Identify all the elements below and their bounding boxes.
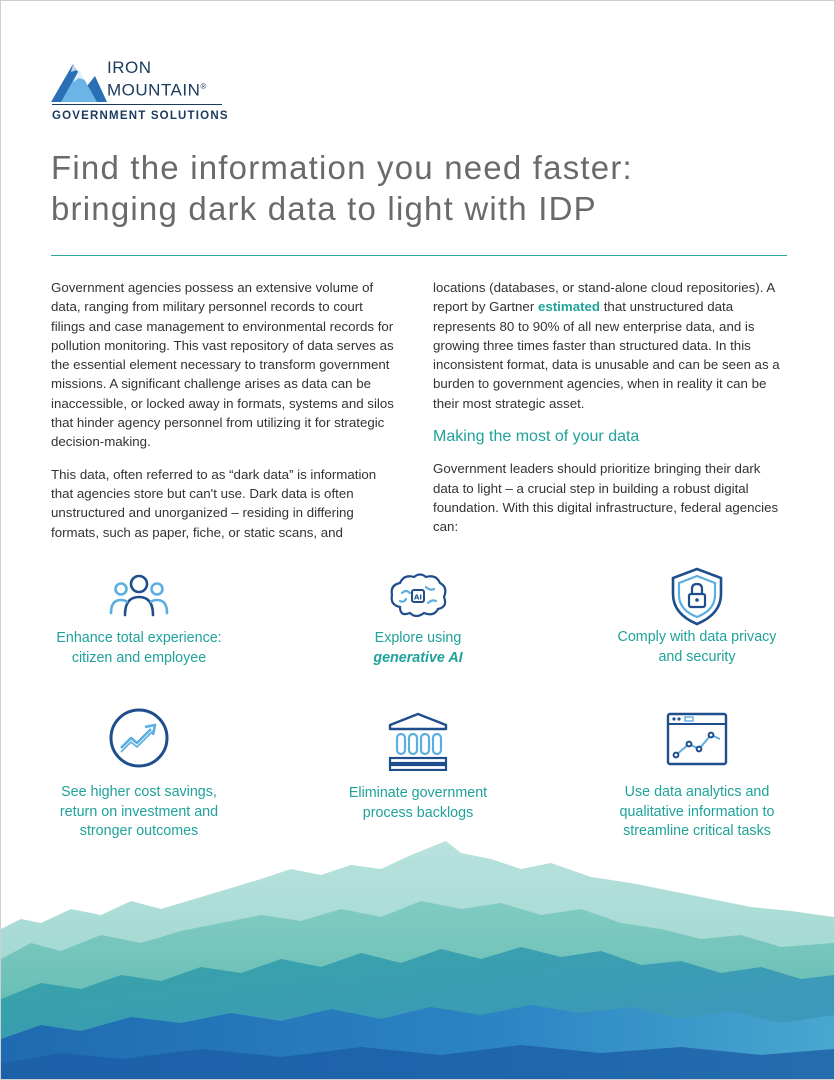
logo-division: GOVERNMENT SOLUTIONS	[52, 110, 229, 122]
title-line2: bringing dark data to light with IDP	[51, 190, 597, 227]
people-icon	[107, 569, 171, 629]
feature-label-line3: stronger outcomes	[79, 823, 199, 839]
feature-label-line2: generative AI	[373, 649, 463, 666]
feature-label-line2: and security	[658, 648, 736, 665]
page-title	[51, 147, 791, 229]
title-line1: Find the information you need faster:	[51, 149, 633, 186]
growth-chart-icon	[107, 706, 171, 770]
feature-data-analytics	[582, 711, 812, 842]
mountain-landscape-illustration	[1, 839, 834, 1079]
svg-text:AI: AI	[413, 593, 423, 602]
government-building-icon	[386, 711, 450, 771]
feature-total-experience	[24, 569, 254, 668]
gartner-estimated-link[interactable]: estimated	[537, 299, 601, 315]
brain-ai-icon	[386, 569, 450, 629]
feature-backlogs	[303, 711, 533, 823]
iron-mountain-logo[interactable]	[51, 56, 251, 126]
right-paragraph-2: Government leaders should prioritize bringing their dark data to light – a crucial step in building a robust digital foundation. With this digital infrastructure, federal agencies can:	[433, 461, 779, 535]
feature-label-line1: See higher cost savings,	[61, 784, 217, 800]
logo-name-line1: IRON	[107, 58, 152, 77]
feature-label-line1: Use data analytics and	[624, 784, 770, 800]
left-paragraph-2: This data, often referred to as “dark data” is information that agencies store but can't use. Dark data is often unstructured and unorganized – residing in differing formats, such as paper, fiche, or static scans, and	[51, 466, 377, 540]
left-paragraph-1: Government agencies possess an extensive volume of data, ranging from military personnel records to court filings and case management to environmental records for pollution monitoring. This vast repository of data serves as the essential element necessary to transform government missions. A significant challenge arises as data can be inaccessible, or locked away in formats, systems and silos that hinder agency personnel from utilizing it for strategic decision-making.	[51, 280, 394, 450]
title-divider	[51, 255, 787, 256]
feature-label-line1: Comply with data privacy	[617, 629, 777, 645]
feature-label-line2: process backlogs	[362, 804, 474, 821]
mountain-logo-icon	[51, 56, 107, 102]
left-column	[51, 278, 399, 555]
right-paragraph-1: locations (databases, or stand-alone cloud repositories). A report by Gartner estimated that unstructured data represents 80 to 90% of all new enterprise data, and is growing three times faster than structured data. In this inconsistent format, data is unusable and can be seen as a burden to government agencies, when in reality it can be their most strategic asset.	[433, 280, 780, 411]
feature-label-line2: qualitative information to	[619, 803, 775, 820]
right-column	[433, 278, 781, 550]
feature-label-line3: streamline critical tasks	[623, 823, 771, 839]
feature-label-line1: Enhance total experience:	[56, 630, 222, 646]
feature-label-line1: Explore using	[374, 630, 462, 646]
feature-label-line1: Eliminate government	[348, 785, 488, 801]
feature-label-line2: return on investment and	[59, 803, 219, 820]
feature-cost-savings	[24, 706, 254, 842]
feature-generative-ai	[303, 569, 533, 668]
analytics-window-icon	[665, 711, 729, 767]
shield-lock-icon	[665, 566, 729, 628]
logo-name-line2: MOUNTAIN®	[107, 80, 207, 100]
feature-label-line2: citizen and employee	[71, 649, 207, 666]
logo-divider	[52, 104, 222, 105]
feature-data-privacy	[582, 566, 812, 667]
section-subheading: Making the most of your data	[433, 428, 640, 446]
